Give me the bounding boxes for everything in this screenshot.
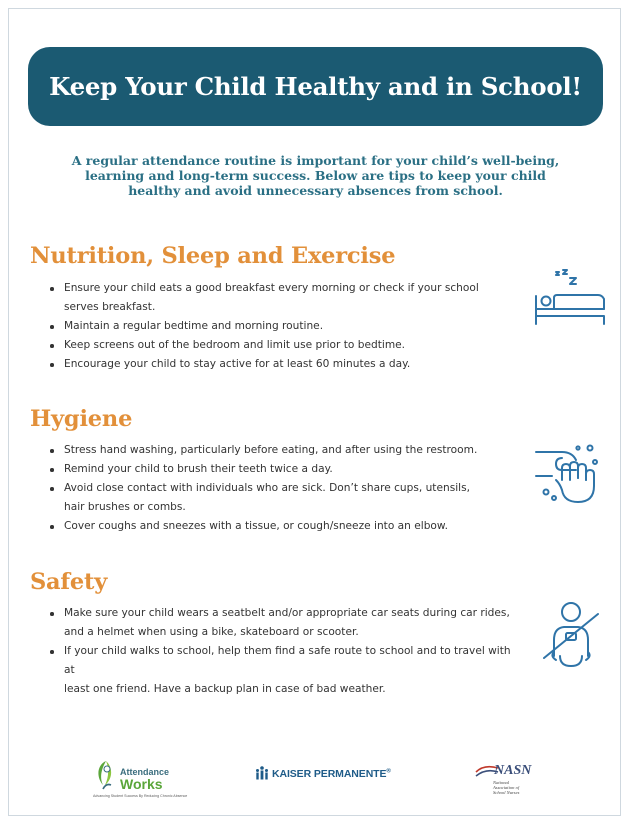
intro-line: healthy and avoid unnecessary absences from school.: [128, 183, 503, 198]
sleeping-in-bed-icon: [532, 266, 608, 328]
attendance-works-name: Attendance: [120, 767, 170, 777]
list-item: If your child walks to school, help them find a safe route to school and to travel with at least one friend. Have a backup plan in case of bad weather.: [48, 642, 518, 699]
section-title-hygiene: Hygiene: [30, 406, 133, 432]
list-item: Remind your child to brush their teeth twice a day.: [48, 460, 518, 479]
nasn-name: NASN: [494, 763, 532, 778]
intro-paragraph: [70, 153, 561, 198]
intro-line: A regular attendance routine is important for your child’s well-being,: [71, 153, 560, 168]
list-item: Encourage your child to stay active for at least 60 minutes a day.: [48, 355, 518, 374]
hygiene-list: [48, 441, 518, 536]
nasn-subtitle: National Association of School Nurses: [493, 780, 520, 795]
list-item: Ensure your child eats a good breakfast every morning or check if your school serves breakfast.: [48, 279, 518, 317]
section-title-nutrition: Nutrition, Sleep and Exercise: [30, 243, 396, 269]
list-item: Avoid close contact with individuals who are sick. Don’t share cups, utensils, hair brushes or combs.: [48, 479, 518, 517]
list-item: Stress hand washing, particularly before eating, and after using the restroom.: [48, 441, 518, 460]
list-item: Cover coughs and sneezes with a tissue, or cough/sneeze into an elbow.: [48, 517, 518, 536]
list-item: Make sure your child wears a seatbelt and/or appropriate car seats during car rides, and a helmet when using a bike, skateboard or scooter.: [48, 604, 518, 642]
title-banner: [28, 47, 603, 126]
hand-washing-icon: [532, 440, 604, 506]
section-title-safety: Safety: [30, 569, 108, 595]
intro-line: learning and long-term success. Below are tips to keep your child: [85, 168, 546, 183]
attendance-works-tagline: Advancing Student Success By Reducing Chronic Absence: [93, 794, 188, 798]
nutrition-list: [48, 279, 518, 374]
kaiser-permanente-name: KAISER PERMANENTE®: [272, 768, 391, 780]
seatbelt-child-icon: [540, 600, 602, 674]
kaiser-permanente-logo: [254, 765, 270, 781]
attendance-works-logo: [93, 759, 119, 793]
page-title: Keep Your Child Healthy and in School!: [49, 72, 582, 101]
safety-list: [48, 604, 518, 699]
list-item: Keep screens out of the bedroom and limit use prior to bedtime.: [48, 336, 518, 355]
attendance-works-name: Works: [120, 776, 163, 792]
list-item: Maintain a regular bedtime and morning routine.: [48, 317, 518, 336]
